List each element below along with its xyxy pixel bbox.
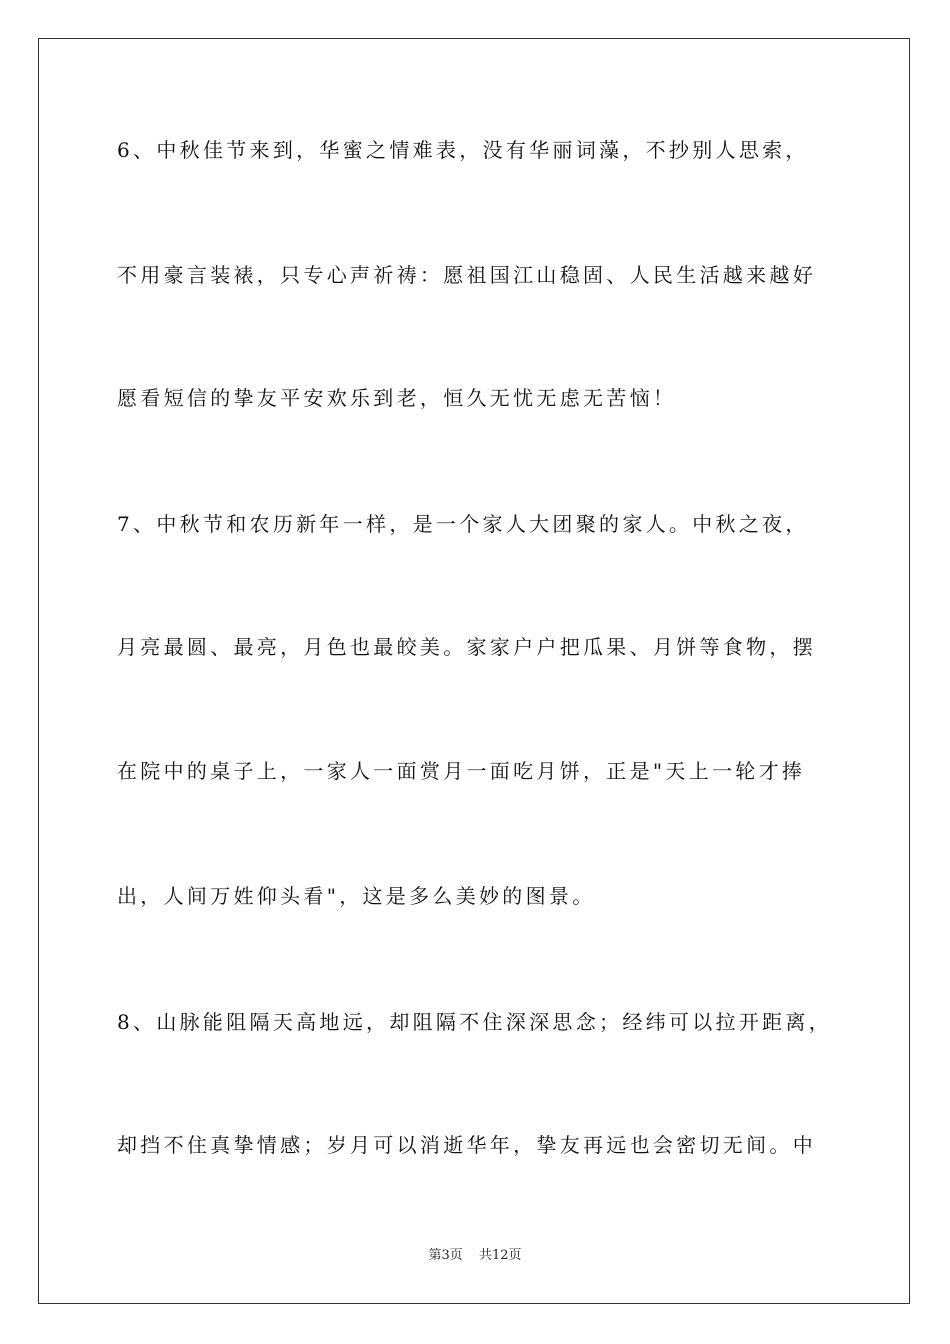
- text-line-3: 愿看短信的挚友平安欢乐到老，恒久无忧无虑无苦恼！: [117, 386, 677, 410]
- text-line-1: 6、中秋佳节来到，华蜜之情难表，没有华丽词藻，不抄别人思索，: [117, 138, 809, 162]
- text-line-9: 却挡不住真挚情感；岁月可以消逝华年，挚友再远也会密切无间。中: [117, 1133, 816, 1157]
- total-pages: 共12页: [478, 1248, 522, 1263]
- text-line-2: 不用豪言装裱，只专心声祈祷：愿祖国江山稳固、人民生活越来越好: [117, 263, 816, 287]
- text-line-5: 月亮最圆、最亮，月色也最皎美。家家户户把瓜果、月饼等食物，摆: [117, 635, 816, 659]
- text-line-6: 在院中的桌子上，一家人一面赏月一面吃月饼，正是"天上一轮才捧: [117, 759, 806, 783]
- page-border: [38, 38, 910, 1304]
- text-line-8: 8、山脉能阻隔天高地远，却阻隔不住深深思念；经纬可以拉开距离，: [117, 1010, 833, 1034]
- text-line-7: 出，人间万姓仰头看"，这是多么美妙的图景。: [117, 884, 596, 908]
- text-line-4: 7、中秋节和农历新年一样，是一个家人大团聚的家人。中秋之夜，: [117, 512, 809, 536]
- page-footer: [0, 1248, 950, 1264]
- page-number: 第3页: [428, 1248, 463, 1263]
